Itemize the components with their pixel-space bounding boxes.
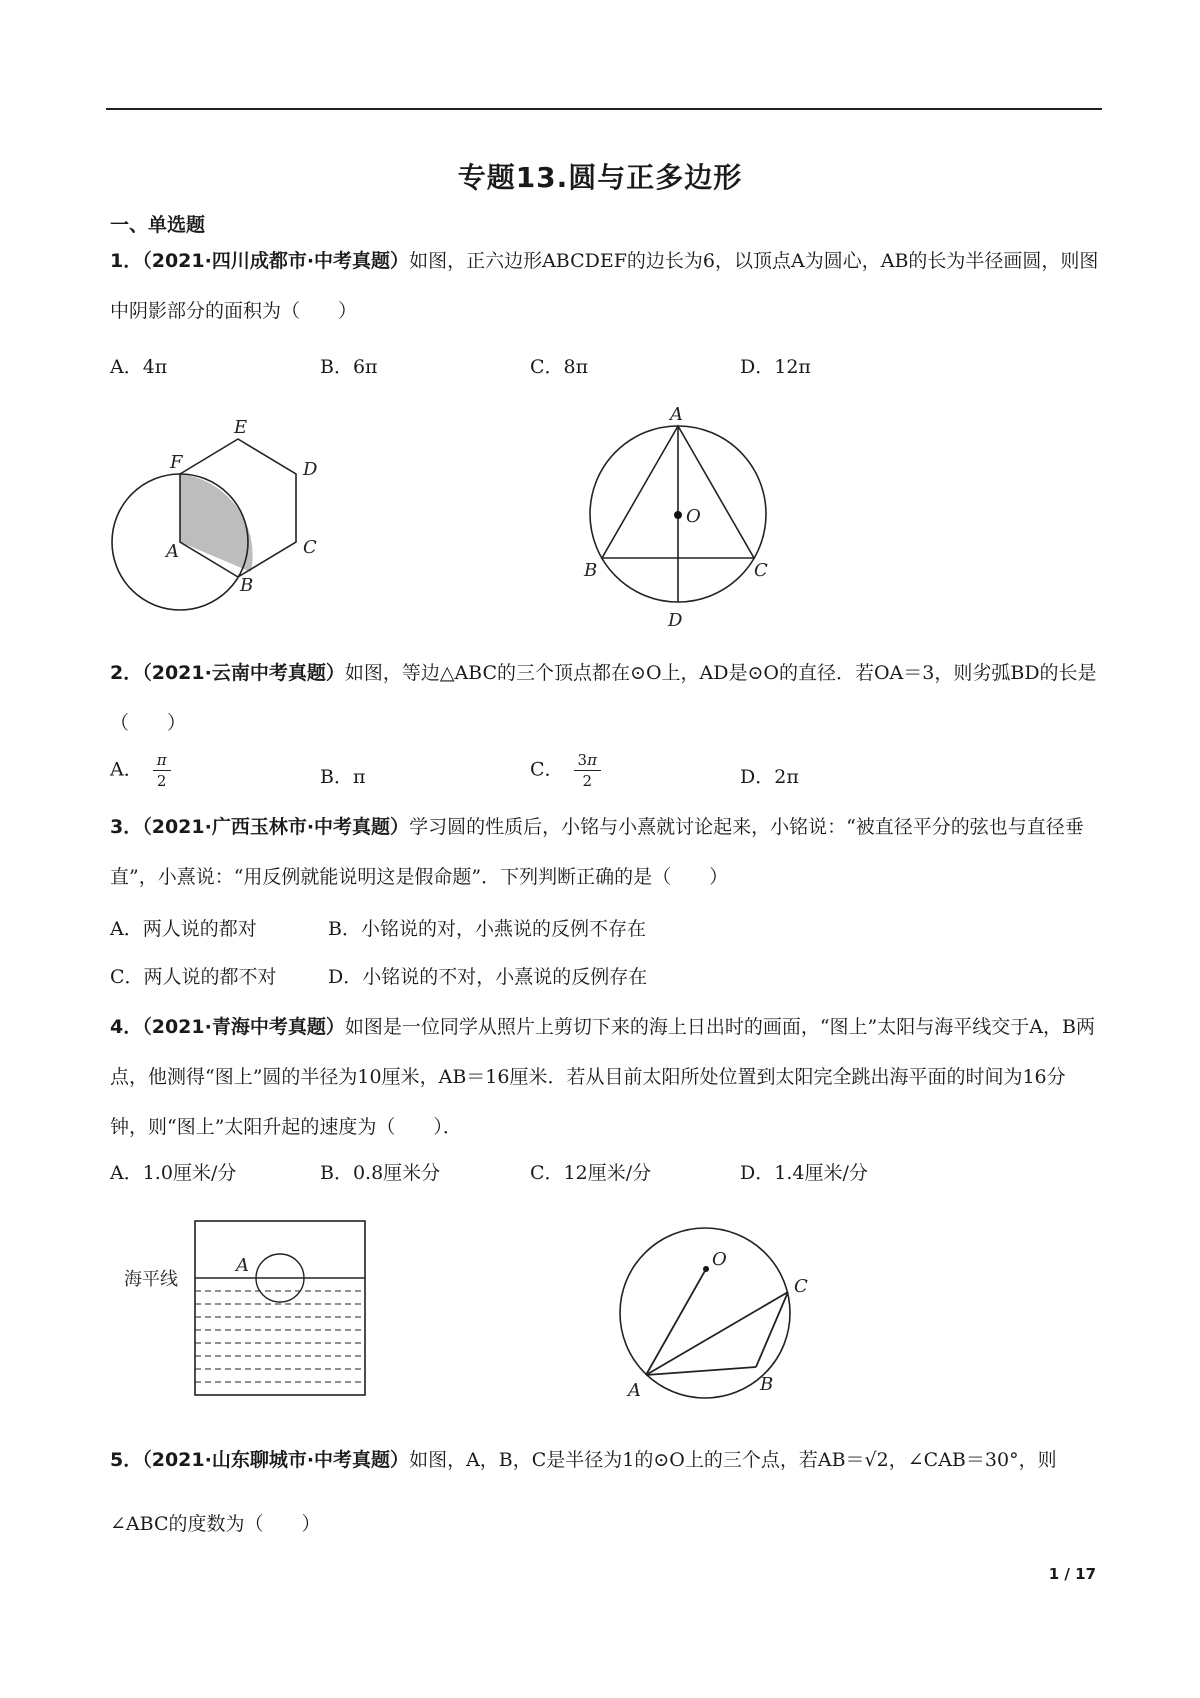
q1-option-c: C．8π [530, 356, 589, 378]
q2-option-b: B．π [320, 766, 366, 788]
question-1 [110, 236, 1100, 336]
label-d: D [303, 459, 318, 480]
q1-option-b: B．6π [320, 356, 378, 378]
label-o: O [686, 506, 701, 527]
label-f: F [170, 452, 183, 473]
q2-text: 如图，等边△ABC的三个顶点都在⊙O上，AD是⊙O的直径．若OA＝3，则劣弧BD的长是（ ） [110, 662, 1097, 734]
q4-number: 4． [110, 1016, 143, 1038]
question-2 [110, 648, 1100, 748]
sunrise-figure [120, 1215, 380, 1400]
q1-option-a: A．4π [110, 356, 168, 378]
question-3 [110, 802, 1100, 902]
label-e: E [234, 417, 248, 438]
q4-text: 如图是一位同学从照片上剪切下来的海上日出时的画面，“图上”太阳与海平线交于A，B两点，他测得“图上”圆的半径为10厘米，AB＝16厘米．若从目前太阳所处位置到太阳完全跳出海平面的时间为16分钟，则“图上”太阳升起的速度为（ ）． [110, 1016, 1095, 1138]
q5-text: 如图，A，B，C是半径为1的⊙O上的三个点，若AB＝√2，∠CAB＝30°，则∠ABC的度数为（ ） [110, 1449, 1057, 1535]
q2-option-d: D．2π [740, 766, 799, 788]
question-5 [110, 1428, 1100, 1556]
q1-number: 1． [110, 250, 143, 272]
sea-waves [195, 1291, 365, 1382]
q2-option-c: C． $\frac{3\pi}{2}$ [530, 750, 601, 791]
chord-ab [646, 1367, 756, 1375]
q3-option-d: D．小铭说的不对，小熹说的反例存在 [328, 966, 648, 988]
header-rule [106, 108, 1102, 110]
q1-source: （2021·四川成都市·中考真题） [142, 250, 410, 272]
radius-oa [646, 1269, 706, 1375]
circle-o [620, 1228, 790, 1398]
q3-source: （2021·广西玉林市·中考真题） [142, 816, 410, 838]
page-number: 1 / 17 [1048, 1565, 1096, 1583]
q3-option-b: B．小铭说的对，小燕说的反例不存在 [328, 918, 646, 940]
label-a: A [166, 541, 179, 562]
q2-number: 2． [110, 662, 143, 684]
label-b: B [240, 575, 254, 596]
label-a: A [236, 1255, 249, 1276]
q2-source: （2021·云南中考真题） [142, 662, 345, 684]
chord-bc [756, 1292, 788, 1367]
label-o: O [712, 1249, 727, 1270]
triangle-figure [570, 400, 790, 640]
q2-option-a: A． $\frac{\pi}{2}$ [110, 750, 171, 791]
q1-text: 如图，正六边形ABCDEF的边长为6，以顶点A为圆心，AB的长为半径画圆，则图中阴影部分的面积为（ ） [110, 250, 1099, 322]
q3-text: 学习圆的性质后，小铭与小熹就讨论起来，小铭说：“被直径平分的弦也与直径垂直”，小熹说：“用反例就能说明这是假命题”．下列判断正确的是（ ） [110, 816, 1084, 888]
doc-title: 专题13.圆与正多边形 [457, 161, 743, 194]
center-dot [674, 511, 682, 519]
label-a: A [670, 404, 683, 425]
q5-number: 5． [110, 1449, 143, 1471]
sea-level-label: 海平线 [124, 1269, 178, 1290]
q4-option-b: B．0.8厘米分 [320, 1162, 441, 1184]
shaded-sector [180, 474, 253, 572]
section-heading: 一、单选题 [110, 214, 206, 236]
chord-ac [646, 1292, 788, 1375]
q4-option-a: A．1.0厘米/分 [110, 1162, 237, 1184]
label-c: C [794, 1276, 808, 1297]
q3-number: 3． [110, 816, 143, 838]
q4-option-c: C．12厘米/分 [530, 1162, 652, 1184]
question-4 [110, 1002, 1100, 1152]
q5-source: （2021·山东聊城市·中考真题） [142, 1449, 410, 1471]
q4-source: （2021·青海中考真题） [142, 1016, 345, 1038]
label-a: A [628, 1380, 641, 1401]
q4-option-d: D．1.4厘米/分 [740, 1162, 868, 1184]
circle-chord-figure [610, 1218, 830, 1403]
label-b: B [760, 1374, 774, 1395]
label-c: C [303, 537, 317, 558]
label-c: C [754, 560, 768, 581]
label-b: B [584, 560, 598, 581]
hexagon-figure [100, 405, 330, 615]
q3-option-a: A．两人说的都对 [110, 918, 257, 940]
label-d: D [668, 610, 683, 631]
q1-option-d: D．12π [740, 356, 811, 378]
q3-option-c: C．两人说的都不对 [110, 966, 277, 988]
